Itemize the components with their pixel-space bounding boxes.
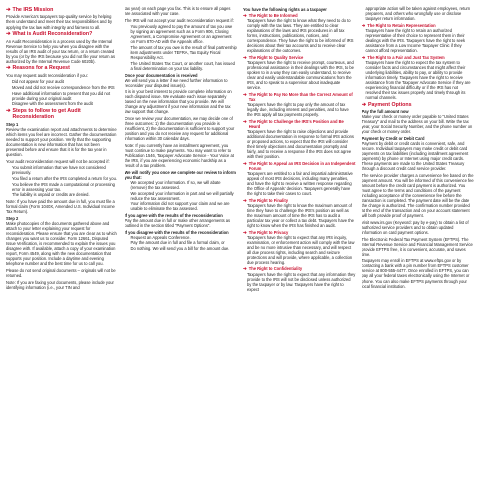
list-item: • We accepted your information. If so, we will abate (remove) the tax assessed. [131, 180, 238, 190]
paragraph: Payment by debit or credit cards is convenient, safe, and secure. Individual taxpayers may make credit or debit card payments on tax liabilities (including installment agreement payments) by phone or Internet using major credit cards. These payments are made to the United States Treasury through a discount credit card service provider. [361, 140, 469, 172]
right-title-text: The Right to Privacy [248, 229, 289, 235]
section-payment-options [362, 102, 475, 108]
list-item: • You previously agreed to pay the amount of tax you owe by signing an agreement such as a Form 906, Closing Agreement, a Compromise Agreement or an agreement on Form 870-AD with the Appeals office. [131, 24, 238, 44]
list-item: • We accepted your information in part and we will partially reduce the tax assessment. [131, 191, 238, 201]
paragraph: Taxpayers have the right to know the maximum amount of time they have to challenge the IRS's position as well as the maximum amount of time the IRS has to audit a particular tax year or collect a tax debt. Taxpayers have the right to know when the IRS has finished an audit. [247, 202, 354, 228]
subheading: Payment by Credit or Debit Card [361, 135, 425, 141]
right-title [243, 92, 356, 102]
column-3 [243, 6, 356, 476]
right-title-text: The Right to a Fair and Just Tax System [367, 54, 445, 60]
list-item: • You submit information that we have not considered previously. [12, 165, 119, 175]
paragraph: Taxpayers have the right to receive prompt, courteous, and professional assistance in their dealings with the IRS, to be spoken to in a way they can easily understand, to receive clear and easily understandable communications from the IRS, and to speak to a supervisor about inadequate service. [247, 60, 354, 91]
paragraph: Your audit reconsideration request will not be accepted if: [6, 158, 110, 164]
arrow-right-icon: ➔ [6, 7, 11, 13]
section-reasons [6, 65, 119, 71]
column-1 [6, 6, 119, 476]
paragraph: It is in your best interest to provide complete information on each disputed issue. We evaluate each issue separately based on the new information that you provide. We will change any adjustment if your new information and the tax law support that change. [124, 89, 232, 115]
section-irs-mission [6, 7, 119, 13]
arrow-right-icon: ➔ [6, 31, 11, 38]
list-item: • Your information did not support your claim and we are unable to eliminate the tax assessed. [131, 201, 238, 211]
right-title-text: The Right to Quality Service [248, 55, 304, 61]
paragraph: appropriate action will be taken against employees, return preparers, and others who wrongfully use or disclose taxpayer return information. [365, 6, 471, 22]
paragraph: Taxpayers have the right to pay only the amount of tax legally due, including interest and penalties, and to have the IRS apply all tax payments properly. [247, 102, 349, 118]
paragraph: Please do not send original documents – originals will not be returned. [6, 267, 116, 278]
paragraph: Visit www.irs.gov (Keyword: pay by e-pay) to obtain a list of authorized service providers and to obtain updated information on card payment options. [361, 219, 469, 235]
paragraph: Once we review your documentation, we may decide one of three outcomes: 1) the documentation you provide is insufficient, 2) the documentation is sufficient to support your position and you do not receive any request for additional information within 30 calendar days. [124, 116, 235, 142]
subheading: If you agree with the results of the reconsideration [124, 212, 223, 218]
note: Note: If you have paid the amount due in full, you must file a formal claim (Form 1040X, Amended U.S. Individual Income Tax Return). [6, 199, 115, 215]
subheading: We will notify you once we complete our review to inform you that: [124, 169, 236, 180]
step-label: Step 1 [6, 121, 19, 127]
section-title: Reasons for a Request [12, 65, 70, 72]
column-4 [362, 6, 475, 476]
paragraph: The IRS will not accept your audit reconsideration request if: [124, 17, 234, 23]
list-item: • The United States Tax Court, or another court, has issued a final determination on your tax liability. [131, 61, 238, 71]
paragraph: We will send you a letter if we need further information to reconsider your disputed issue(s). [124, 77, 228, 88]
arrow-right-icon: ➔ [243, 229, 247, 235]
right-title [243, 119, 356, 129]
paragraph: The service provider charges a convenience fee based on the payment amount. You will be informed of this convenience fee amount before the credit card payment is authorized. You must agree to the terms and conditions of the payment including acceptance of the convenience fee before the transaction is completed. The payment date will be the date the charge is authorized. The confirmation number provided at the end of the transaction and on your account statement will both provide proof of payment. [361, 172, 474, 219]
right-title-text: The Right to Be Informed [248, 13, 298, 19]
paragraph: Taxpayers have the right to expect that any information they provide to the IRS will not be disclosed unless authorized by the taxpayer or by law. Taxpayers have the right to expect [247, 271, 356, 292]
reasons-list [6, 79, 119, 106]
right-title-text: The Right to Finality [248, 197, 289, 203]
arrow-right-icon: ➔ [243, 266, 247, 272]
right-title-text: The Right to Confidentiality [248, 266, 303, 272]
note: Note: If you currently have an installment agreement, you must continue to make payments. You may want to refer to Publication 1546, Taxpayer Advocate Service - Your Voice at the IRS, if you are experiencing economic hardship as a result of a tax problem. [124, 142, 234, 169]
paragraph: Make photocopies of the documents gathered above and attach to your letter explaining your request for reconsideration. Please ensure that you are clear as to which changes you want us to consider. Form 12661, Disputed Issue Verification, is recommended to explain the issues you disagree with. If available, attach a copy of your examination report, Form 4549, along with the new documentation that supports your position. Include a daytime and evening telephone number and the best time for us to call you. [6, 220, 117, 267]
list-item: • Request an Appeals Conference. [131, 235, 238, 240]
arrow-right-icon: ➔ [243, 160, 247, 166]
subheading: Pay the full amount now [361, 109, 409, 115]
paragraph: tax year) on each page you fax. This is to ensure all pages are associated with your case. [124, 6, 231, 17]
arrow-right-icon: ➔ [243, 91, 247, 97]
right-title-text: The Right to Appeal an IRS Decision in an Independent Forum [248, 160, 356, 171]
list-item: • Pay the amount due in full and file a formal claim, or [131, 240, 238, 245]
right-title-text: The Right to Retain Representation [367, 22, 436, 28]
arrow-right-icon: ➔ [6, 65, 11, 72]
list-item: • You filed a return after the IRS completed a return for you. [12, 176, 119, 181]
list-item: • The liability is unpaid or credits are denied. [12, 192, 119, 197]
section-title: Steps to follow to get Audit Reconsideration [12, 108, 81, 121]
paragraph: Note: If you are faxing your documents, please include your identifying information (i.e., your TIN and [6, 279, 114, 290]
arrow-right-icon: ➔ [243, 197, 247, 203]
list-item: • Have additional information to present that you did not provide during your original audit [12, 91, 119, 101]
paragraph: Make your check or money order payable to "United States Treasury" and mail to the address on your bill. Write the tax year, your Social Security Number, and the phone number on your check or money order. [361, 114, 473, 135]
list-item: • Moved and did not receive correspondence from the IRS [12, 85, 119, 90]
arrow-right-icon: ➔ [243, 55, 247, 61]
rights-heading: You have the following rights as a taxpayer [243, 7, 327, 12]
list-item: • You believe the IRS made a computational or processing error in assessing your tax. [12, 182, 119, 192]
arrow-right-icon: ➔ [6, 108, 11, 115]
arrow-right-icon: ➔ [361, 101, 366, 108]
right-title-text: The Right to Pay No More than the Correct Amount of Tax [248, 91, 353, 102]
section-steps [6, 108, 119, 121]
section-audit-reconsideration [6, 31, 119, 37]
paragraph: Provide America's taxpayers top-quality service by helping them understand and meet their tax responsibilities and by applying the tax law with integrity and fairness to all. [6, 14, 113, 30]
list-item: • Did not appear for your audit [12, 79, 119, 84]
section-title: What is Audit Reconsideration? [12, 31, 93, 38]
right-title [243, 161, 356, 171]
paragraph: The Electronic Federal Tax Payment System (EFTPS). The Internal Revenue Service and Financial Management Service provide EFTPS free, it is convenient, accurate, and saves time. [361, 236, 473, 257]
paragraph: Taxpayers may enroll in EFTPS at www.eftps.gov or by contacting a bank with a pin number from EFTPS customer service at 800-555-4477. Once enrolled in EFTPS, you can pay all your federal taxes electronically using the Internet or phone. You can also make EFTPS payments through your local financial institution. [361, 258, 470, 289]
paragraph: Review the examination report and attachments to determine which items you feel are incorrect. Gather the documentation needed to support your position. Verify that the supporting documentation is new information that has not been presented before and ensure that it is for the tax year in question. [6, 126, 117, 158]
paragraph: Taxpayers are entitled to a fair and impartial administrative appeal of most IRS decisions, including many penalties, and have the right to receive a written response regarding the Office of Appeals' decision. Taxpayers generally have the right to take their cases to court. [247, 170, 353, 197]
arrow-right-icon: ➔ [243, 118, 247, 124]
paragraph: Taxpayers have the right to expect that any IRS inquiry, examination, or enforcement action will comply with the law and be no more intrusive than necessary, and will respect all due process rights, including search and seizure protections and will provide, where applicable, a collection due process hearing. [247, 234, 355, 265]
paragraph: You may request audit reconsideration if you: [6, 72, 88, 78]
approve-list [125, 180, 238, 211]
reject-list [125, 24, 238, 71]
paragraph: Pay the amount due in full or make other arrangements as outlined in the section titled "Payment Options". [124, 217, 231, 228]
subheading: If you disagree with the results of the reconsideration [124, 229, 229, 235]
step-label: Step 2 [6, 215, 19, 221]
subheading: Once your documentation is received [124, 72, 198, 78]
list-item: • The amount of tax you owe is the result of final partnership item adjustments under TEFRA, Tax Equity Fiscal Responsibility Act. [131, 45, 238, 60]
paragraph: Taxpayers have the right to expect the tax system to consider facts and circumstances that might affect their underlying liabilities, ability to pay, or ability to provide information timely. Taxpayers have the right to receive assistance from the Taxpayer Advocate Service if they are experiencing financial difficulty or if the IRS has not resolved their tax issues properly and timely through its normal channels. [365, 59, 471, 100]
disagree-list [125, 235, 238, 251]
arrow-right-icon: ➔ [361, 22, 366, 28]
arrow-right-icon: ➔ [243, 13, 247, 19]
paragraph: Taxpayers have the right to know what they need to do to comply with the tax laws. They are entitled to clear explanations of the laws and IRS procedures in all tax forms, instructions, publications, notices, and correspondence. They have the right to be informed of IRS decisions about their tax accounts and to receive clear explanations of the outcomes. [247, 18, 354, 54]
paragraph: Taxpayers have the right to raise objections and provide additional documentation in response to formal IRS actions or proposed actions, to expect that the IRS will consider their timely objections and documentation promptly and fairly, and to receive a response if the IRS does not agree with their position. [247, 128, 354, 160]
list-item: • Disagree with the assessment from the audit [12, 101, 119, 106]
list-item: • Do nothing. We will send you a bill for the amount due. [131, 246, 238, 251]
paragraph: An Audit Reconsideration is a process used by the Internal Revenue Service to help you when you disagree with the results of an IRS audit of your tax return, or a return created by you (or by the IRS because you did not file your return as authorized by the Internal Revenue Code 6020b). [6, 38, 115, 64]
paragraph: Taxpayers have the right to retain an authorized representative of their choice to represent them in their dealings with the IRS. Taxpayers have the right to seek assistance from a Low Income Taxpayer Clinic if they cannot afford representation. [365, 27, 466, 53]
column-2 [125, 6, 238, 476]
section-title: The IRS Mission [12, 7, 54, 13]
not-considered-list [6, 165, 119, 197]
section-title: Payment Options [367, 101, 412, 108]
arrow-right-icon: ➔ [361, 54, 366, 60]
right-title-text: The Right to Challenge the IRS's Position and Be Heard [248, 118, 344, 129]
